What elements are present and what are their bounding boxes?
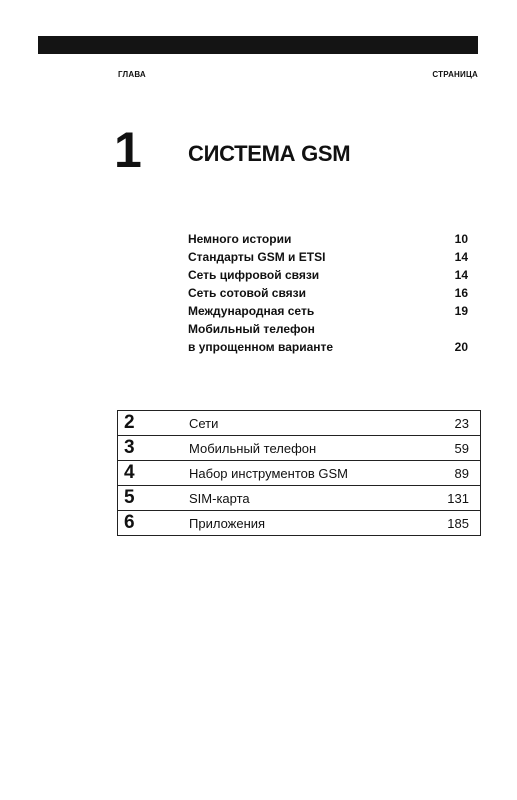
chapter-row-title: Приложения bbox=[189, 515, 266, 531]
section-item[interactable] bbox=[188, 230, 468, 248]
chapter-row-title: Сети bbox=[189, 415, 219, 431]
top-bar bbox=[38, 36, 478, 54]
chapter-row[interactable] bbox=[118, 460, 480, 485]
chapter-row-page: 89 bbox=[454, 465, 469, 481]
section-page: 16 bbox=[454, 286, 468, 300]
section-item[interactable] bbox=[188, 266, 468, 284]
chapter-row-number: 3 bbox=[124, 437, 135, 458]
chapter-row-title: Мобильный телефон bbox=[189, 440, 317, 456]
chapter-row-page: 131 bbox=[447, 490, 469, 506]
chapter-column-label: ГЛАВА bbox=[118, 70, 146, 79]
chapter-row[interactable] bbox=[118, 485, 480, 510]
section-title: Сеть цифровой связи bbox=[188, 268, 320, 282]
section-item[interactable] bbox=[188, 284, 468, 302]
section-item[interactable] bbox=[188, 302, 468, 320]
chapter-row-number: 5 bbox=[124, 487, 135, 508]
section-title: Стандарты GSM и ETSI bbox=[188, 250, 326, 264]
chapter-row-number: 4 bbox=[124, 462, 135, 483]
chapter-row-number: 2 bbox=[124, 412, 135, 433]
chapter-row-title: Набор инструментов GSM bbox=[189, 465, 348, 481]
section-page: 19 bbox=[454, 304, 468, 318]
chapter-row[interactable] bbox=[118, 435, 480, 460]
section-title: Международная сеть bbox=[188, 304, 315, 318]
chapter-table bbox=[117, 410, 481, 536]
section-title: Сеть сотовой связи bbox=[188, 286, 307, 300]
section-list bbox=[188, 230, 468, 356]
section-page: 20 bbox=[454, 340, 468, 354]
section-title: Немного истории bbox=[188, 232, 292, 246]
chapter-row-title: SIM-карта bbox=[189, 490, 250, 506]
chapter-row[interactable] bbox=[118, 411, 480, 435]
chapter-row-page: 185 bbox=[447, 515, 469, 531]
section-page: 10 bbox=[454, 232, 468, 246]
chapter-title: СИСТЕМА GSM bbox=[188, 141, 351, 166]
chapter-row[interactable] bbox=[118, 510, 480, 535]
section-item[interactable] bbox=[188, 248, 468, 266]
chapter-row-number: 6 bbox=[124, 512, 135, 533]
section-title: Мобильный телефон в упрощенном варианте bbox=[188, 322, 334, 354]
chapter-row-page: 59 bbox=[454, 440, 469, 456]
section-page: 14 bbox=[454, 250, 468, 264]
section-item[interactable] bbox=[188, 320, 468, 356]
chapter-row-page: 23 bbox=[454, 415, 469, 431]
page-column-label: СТРАНИЦА bbox=[432, 70, 478, 79]
section-page: 14 bbox=[454, 268, 468, 282]
chapter-number: 1 bbox=[114, 122, 142, 178]
